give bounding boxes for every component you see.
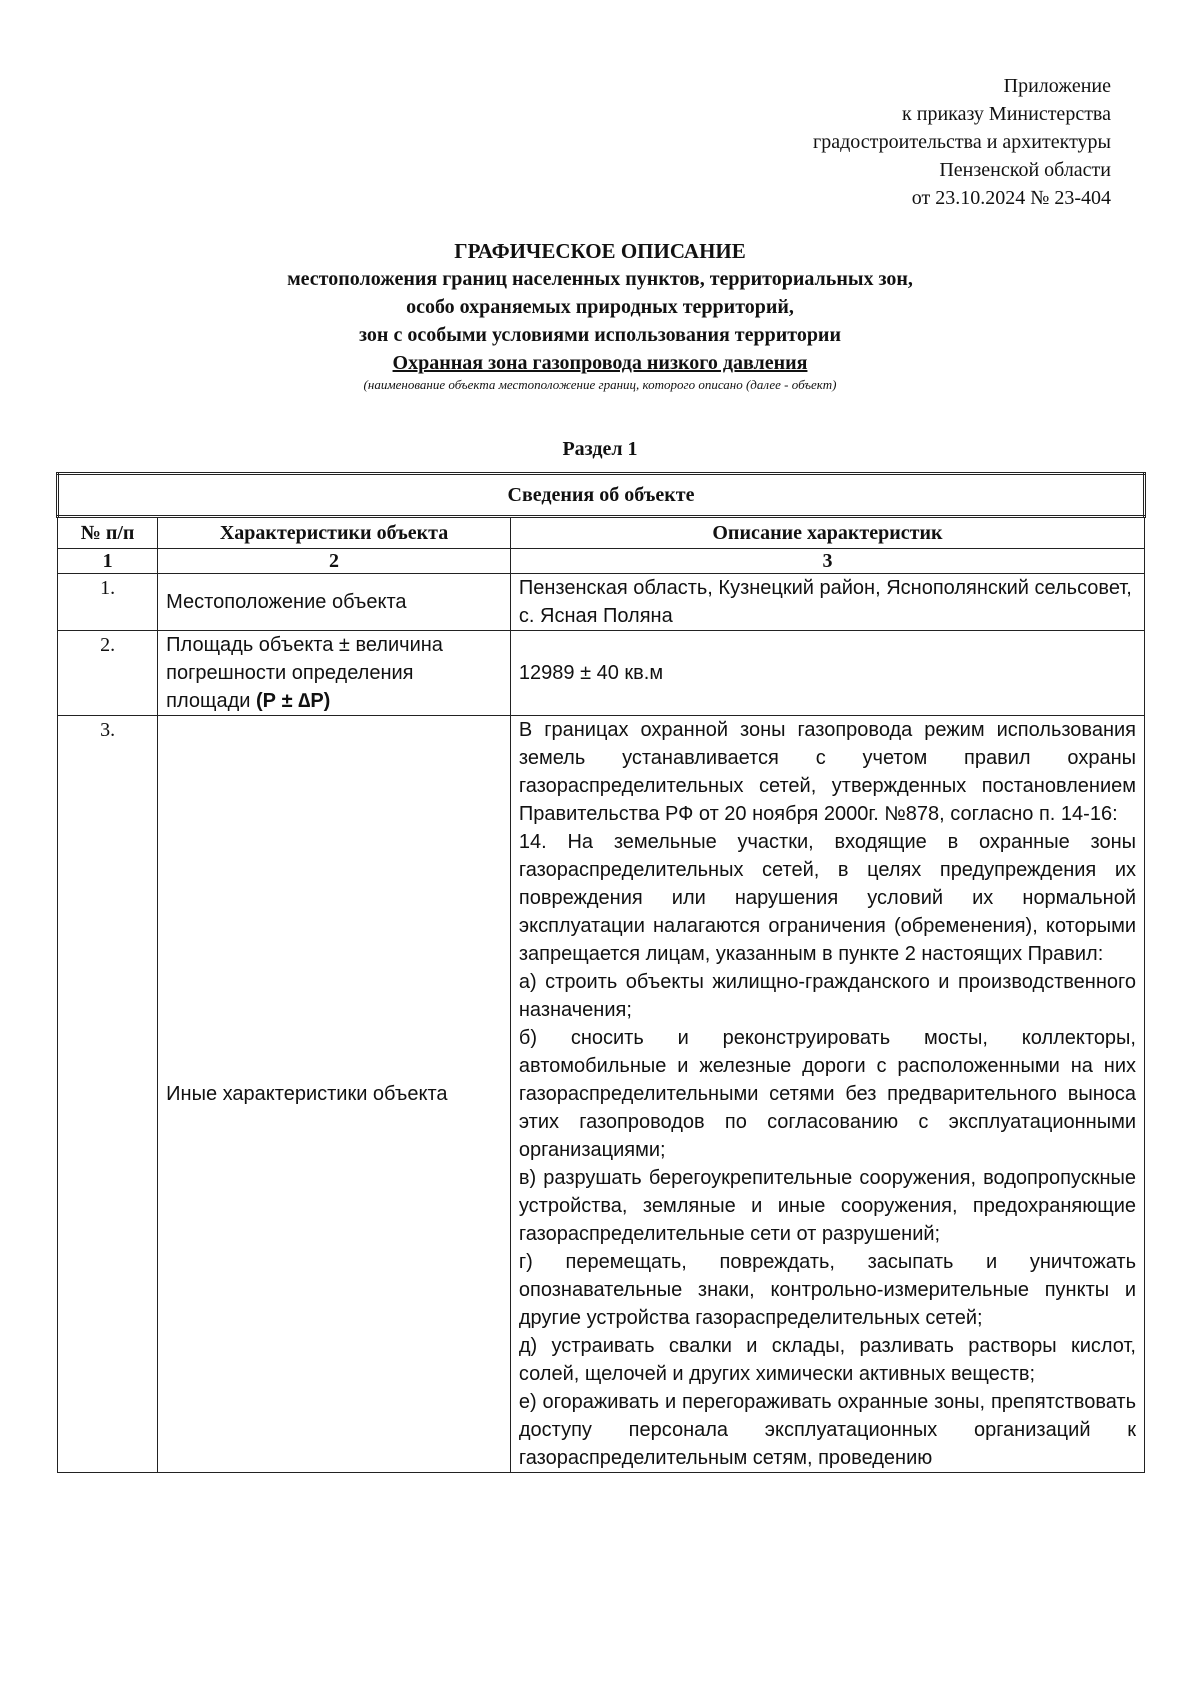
title-subline: особо охраняемых природных территорий, [406,296,794,318]
row-name: Иные характеристики объекта [158,716,511,1473]
row-number: 3. [58,716,158,1473]
object-name: Охранная зона газопровода низкого давления [392,352,808,374]
row-value: Пензенская область, Кузнецкий район, Яснополянский сельсовет, с. Ясная Поляна [510,574,1144,631]
area-label: Площадь объекта ± величина погрешности определения площади [166,634,443,712]
row-name: Местоположение объекта [158,574,511,631]
title-subline: зон с особыми условиями использования территории [359,324,841,346]
object-info-table [56,472,1146,1473]
regulation-paragraph: 14. На земельные участки, входящие в охранные зоны газораспределительных сетей, в целях предупреждения их повреждения или нарушения условий их нормальной эксплуатации налагаются ограничения (обременения), которыми запрещается лицам, указанным в пункте 2 настоящих Правил: [518,831,1136,965]
title-block [0,237,1200,393]
appendix-line: Приложение [1003,75,1111,97]
area-formula: (Р ± ∆Р) [256,690,331,712]
row-number: 2. [58,631,158,716]
appendix-block [813,72,1111,212]
section-heading: Раздел 1 [562,438,638,460]
header-description: Описание характеристик [510,517,1144,549]
column-number: 2 [158,549,511,574]
table-row [58,631,1145,716]
appendix-line: Пензенской области [939,159,1111,181]
header-number: № п/п [58,517,158,549]
row-number: 1. [58,574,158,631]
regulation-paragraph: е) огораживать и перегораживать охранные зоны, препятствовать доступу персонала эксплуатационных организаций к газораспределительным сетям, проведению [518,1391,1136,1469]
regulation-paragraph: д) устраивать свалки и склады, разливать растворы кислот, солей, щелочей и других химически активных веществ; [518,1335,1136,1385]
regulation-paragraph: В границах охранной зоны газопровода режим использования земель устанавливается с учетом правил охраны газораспределительных сетей, утвержденных постановлением Правительства РФ от 20 ноября 2000г. №878, согласно п. 14-16: [518,719,1136,825]
regulation-paragraph: в) разрушать берегоукрепительные сооружения, водопропускные устройства, земляные и иные сооружения, предохраняющие газораспределительные сети от разрушений; [518,1167,1136,1245]
row-name [158,631,511,716]
regulation-paragraph: б) сносить и реконструировать мосты, коллекторы, автомобильные и железные дороги с расположенными на них газораспределительными сетями без предварительного выноса этих газопроводов по согласованию с эксплуатационными организациями; [518,1027,1136,1161]
row-value: 12989 ± 40 кв.м [510,631,1144,716]
table-caption: Сведения об объекте [58,474,1145,517]
appendix-line: градостроительства и архитектуры [813,131,1111,153]
title-subline: местоположения границ населенных пунктов, территориальных зон, [287,268,913,290]
table-row [58,574,1145,631]
row-value [510,716,1144,1473]
table-row [58,716,1145,1473]
document-title: ГРАФИЧЕСКОЕ ОПИСАНИЕ [454,239,746,263]
regulation-paragraph: а) строить объекты жилищно-гражданского и производственного назначения; [518,971,1136,1021]
appendix-date: от 23.10.2024 № 23-404 [911,187,1111,209]
object-name-note: (наименование объекта местоположение границ, которого описано (далее - объект) [363,377,837,392]
column-number: 3 [510,549,1144,574]
column-number: 1 [58,549,158,574]
header-characteristics: Характеристики объекта [158,517,511,549]
appendix-line: к приказу Министерства [902,103,1111,125]
regulation-paragraph: г) перемещать, повреждать, засыпать и уничтожать опознавательные знаки, контрольно-измерительные пункты и другие устройства газораспределительных сетей; [518,1251,1136,1329]
